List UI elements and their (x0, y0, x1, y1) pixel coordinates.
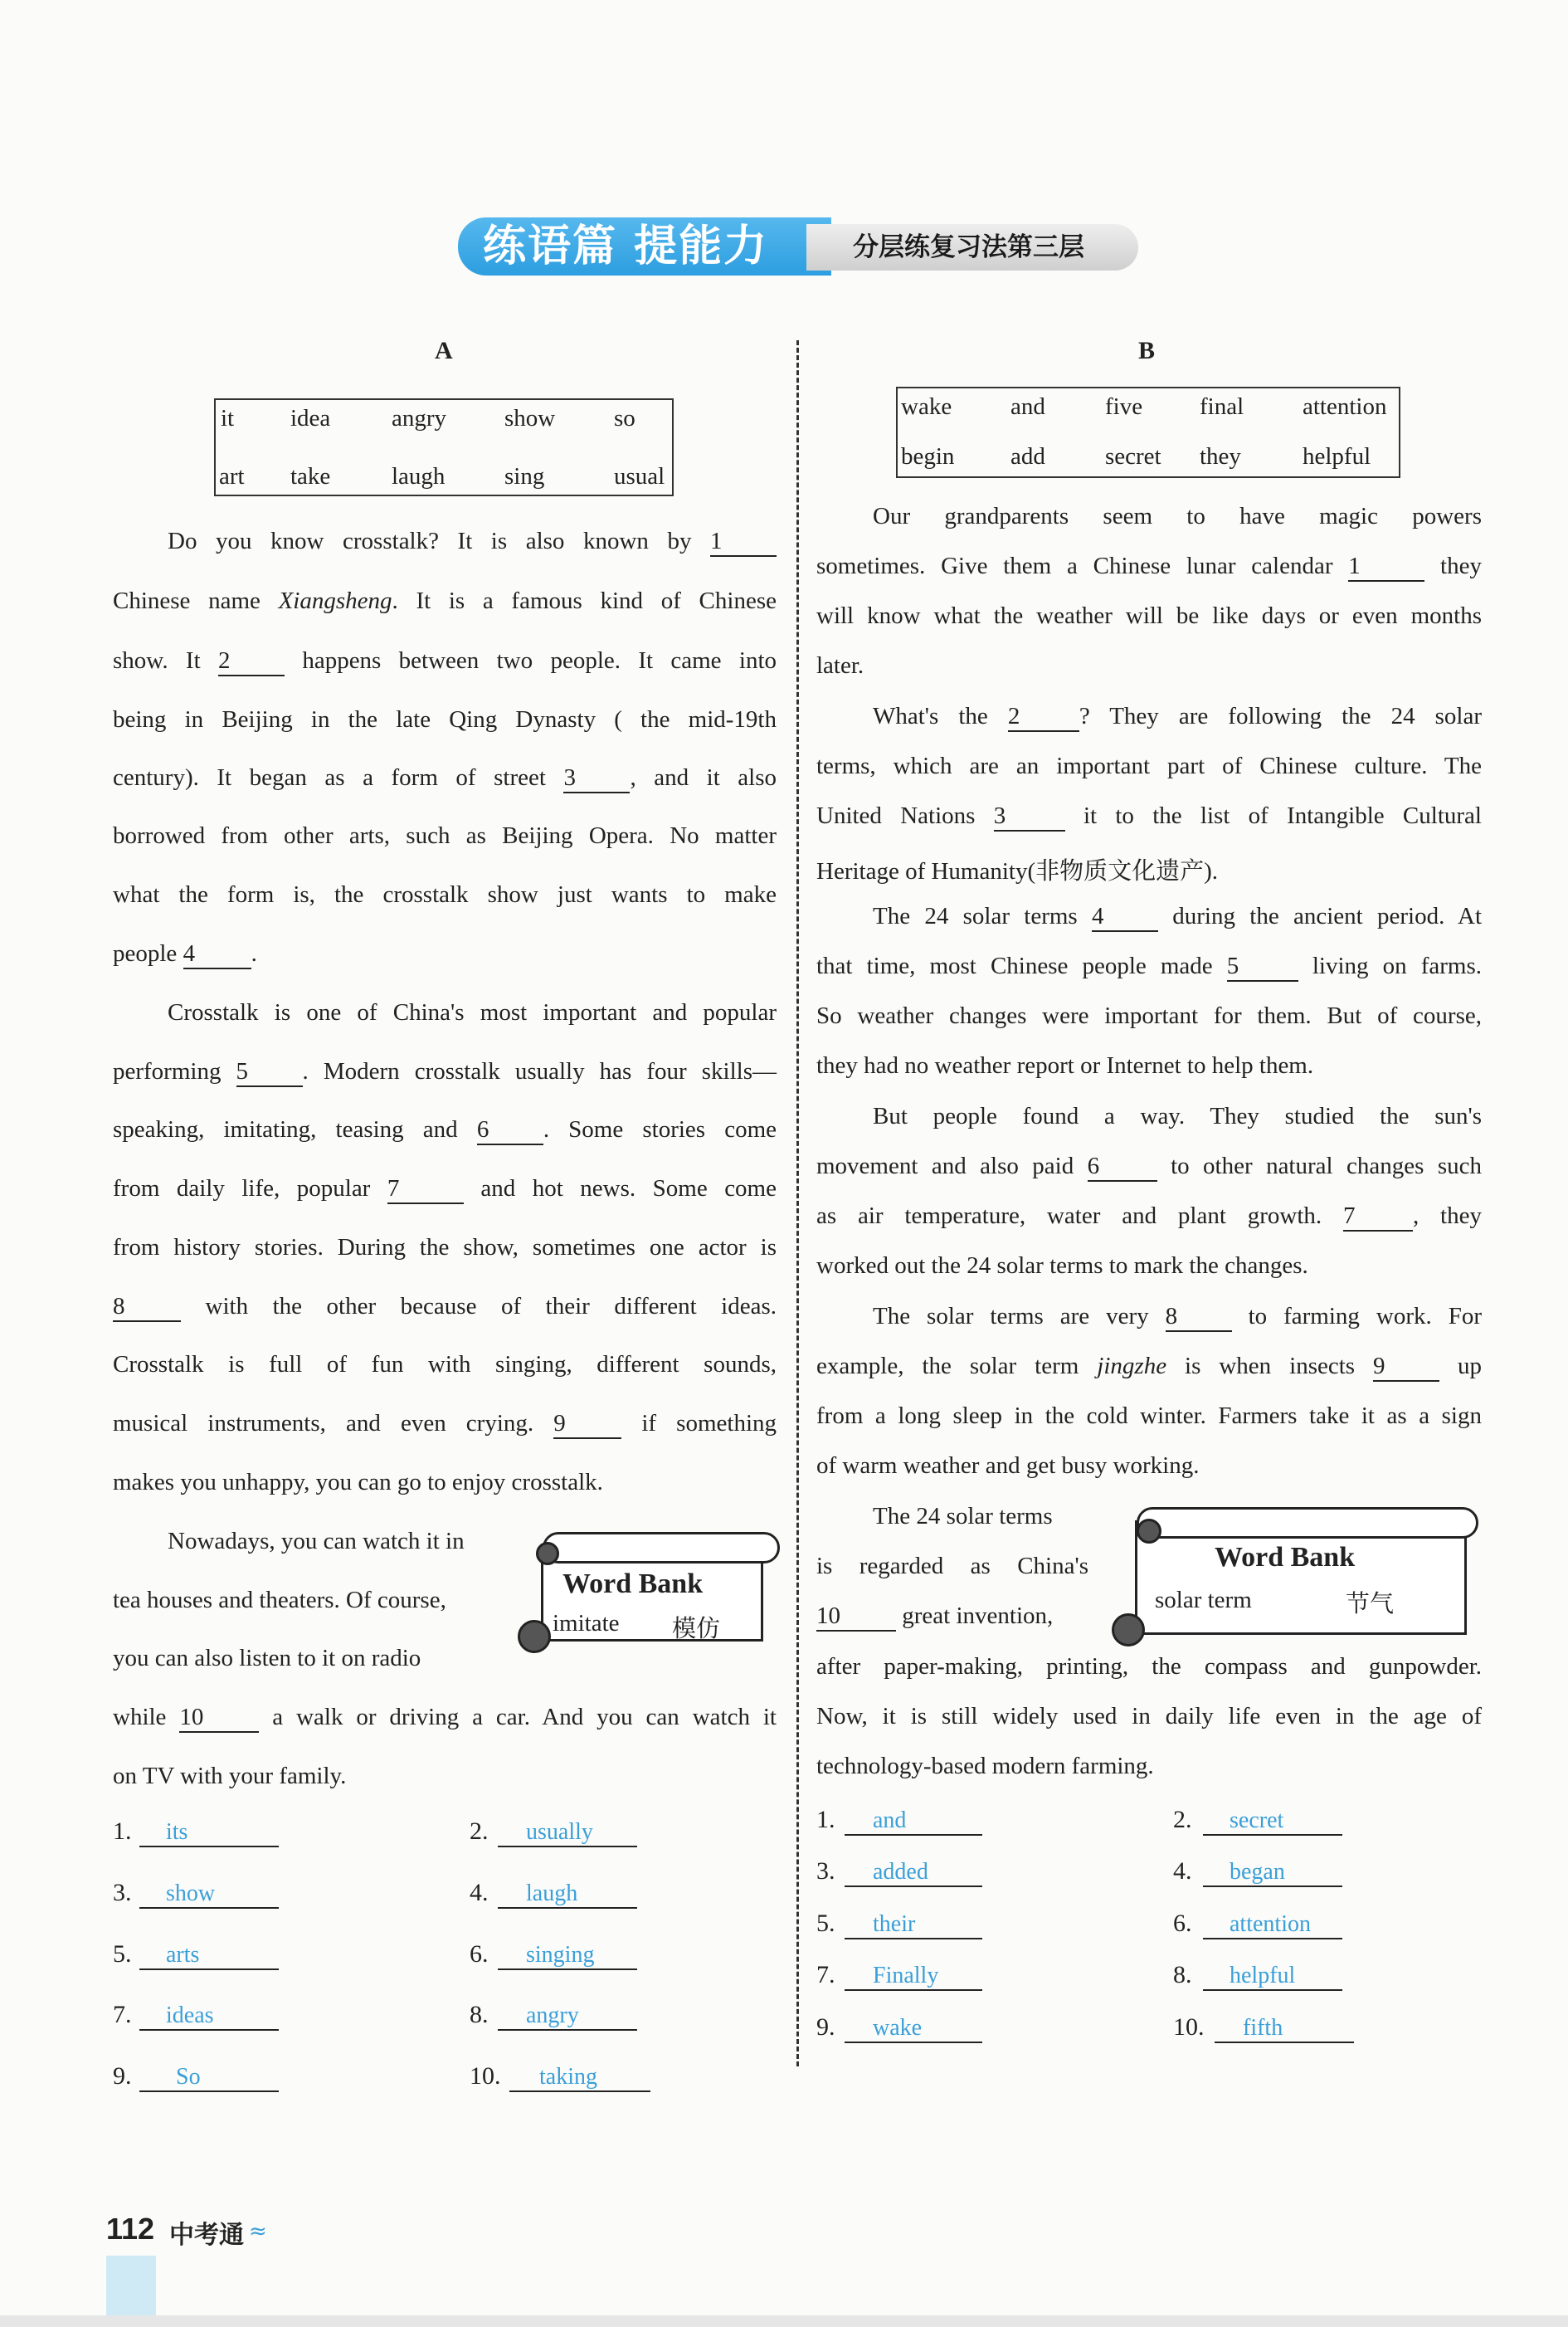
blank-6: 6 (477, 1118, 543, 1145)
word-box-item: usual (614, 463, 665, 490)
blank-3: 3 (563, 766, 630, 793)
passage-a-line: Nowadays, you can watch it in (168, 1528, 465, 1554)
answer-text: arts (166, 1942, 200, 1968)
passage-b-line: from a long sleep in the cold winter. Farmers take it as a sign (816, 1403, 1482, 1429)
blank-9: 9 (1373, 1354, 1439, 1382)
answer-text: So (176, 2064, 201, 2090)
passage-a-line: on TV with your family. (113, 1763, 347, 1789)
blank-4: 4 (183, 942, 251, 969)
passage-a-line: borrowed from other arts, such as Beijing Opera. No matter (113, 822, 777, 849)
bottom-strip (0, 2315, 1568, 2327)
answer-number: 6. (1173, 1910, 1192, 1937)
passage-a-line: people 4 . (113, 940, 777, 969)
answer-text: fifth (1243, 2015, 1283, 2041)
answer-text: and (873, 1807, 907, 1833)
passage-a-line: speaking, imitating, teasing and 6 . Some stories come (113, 1116, 777, 1145)
answer-text: attention (1230, 1911, 1311, 1937)
answer-number: 1. (113, 1817, 132, 1845)
passage-b-line: is regarded as China's (816, 1553, 1088, 1579)
scroll-curl-icon (1137, 1519, 1161, 1544)
word-box-item: five (1105, 393, 1143, 420)
answer-number: 10. (1173, 2013, 1205, 2041)
passage-a-line: musical instruments, and even crying. 9 if something (113, 1410, 777, 1439)
answer-number: 7. (113, 2001, 132, 2028)
passage-b-line: technology-based modern farming. (816, 1753, 1154, 1779)
passage-b-line: they had no weather report or Internet to help them. (816, 1052, 1314, 1079)
word-box-item: wake (901, 393, 952, 420)
word-box-item: it (221, 405, 235, 432)
word-box-item: angry (392, 405, 447, 432)
answer-number: 7. (816, 1961, 835, 1988)
passage-b-line: 10 great invention, (816, 1603, 1090, 1632)
answer-text: Finally (873, 1963, 939, 1988)
answer-number: 10. (470, 2062, 501, 2090)
word-box-item: sing (504, 463, 545, 490)
blank-10: 10 (816, 1604, 896, 1632)
word-box-item: secret (1105, 443, 1161, 470)
passage-b-line: later. (816, 652, 864, 679)
passage-b-line: What's the 2 ? They are following the 24 solar (873, 703, 1482, 732)
blank-1: 1 (1348, 554, 1424, 582)
blank-9: 9 (553, 1412, 621, 1439)
word-bank-title: Word Bank (1215, 1542, 1356, 1573)
passage-a-line: what the form is, the crosstalk show just wants to make (113, 881, 777, 908)
word-bank-meaning: 模仿 (672, 1614, 721, 1642)
passage-b-line: as air temperature, water and plant growth. 7 , they (816, 1203, 1482, 1232)
word-bank-word: imitate (553, 1610, 620, 1637)
word-box-item: so (614, 405, 635, 432)
passage-b-line: So weather changes were important for them. But of course, (816, 1003, 1482, 1029)
answer-number: 9. (113, 2062, 132, 2090)
answer-text: their (873, 1911, 916, 1937)
banner-title: 练语篇 提能力 (458, 217, 831, 276)
answer-number: 8. (470, 2001, 489, 2028)
passage-a-line: Crosstalk is one of China's most important and popular (168, 999, 777, 1026)
section-a-title: A (435, 337, 453, 364)
wave-icon: ≈ (249, 2219, 267, 2244)
passage-a-line: Chinese name Xiangsheng. It is a famous kind of Chinese (113, 588, 777, 614)
word-box-item: final (1200, 393, 1244, 420)
word-box-item: art (219, 463, 245, 490)
answer-text: taking (539, 2064, 597, 2090)
section-banner (458, 217, 1130, 276)
passage-b-line: Now, it is still widely used in daily life even in the age of (816, 1703, 1482, 1729)
word-box-item: add (1010, 443, 1045, 470)
blank-6: 6 (1088, 1154, 1157, 1182)
passage-b-line: terms, which are an important part of Chinese culture. The (816, 753, 1482, 779)
word-box-item: laugh (392, 463, 446, 490)
answer-number: 2. (1173, 1806, 1192, 1833)
answer-number: 5. (816, 1910, 835, 1937)
passage-b-line: Our grandparents seem to have magic powers (873, 503, 1482, 529)
answer-number: 2. (470, 1817, 489, 1845)
passage-a-line: being in Beijing in the late Qing Dynasty ( the mid-19th (113, 706, 777, 733)
word-bank-a (531, 1527, 780, 1651)
answer-text: singing (526, 1942, 595, 1968)
blank-8: 8 (113, 1295, 181, 1322)
blank-2: 2 (1008, 705, 1079, 732)
word-bank-b (1112, 1502, 1485, 1645)
word-bank-meaning: 节气 (1346, 1589, 1395, 1617)
passage-a-line: tea houses and theaters. Of course, (113, 1587, 446, 1613)
passage-b-line: The 24 solar terms 4 during the ancient period. At (873, 903, 1482, 932)
blank-3: 3 (994, 804, 1065, 832)
blank-5: 5 (1227, 954, 1298, 982)
passage-b-line: But people found a way. They studied the sun's (873, 1103, 1482, 1129)
answer-text: ideas (166, 2003, 214, 2028)
page-number: 112 (106, 2212, 155, 2246)
answer-number: 3. (113, 1879, 132, 1906)
blank-7: 7 (1343, 1204, 1413, 1232)
passage-b-line: Heritage of Humanity(非物质文化遗产). (816, 858, 1219, 885)
answer-number: 4. (470, 1879, 489, 1906)
passage-a-line: from daily life, popular 7 and hot news. Some come (113, 1175, 777, 1204)
passage-a-line: Do you know crosstalk? It is also known by 1 (168, 528, 777, 557)
passage-b-line: after paper-making, printing, the compass and gunpowder. (816, 1653, 1482, 1680)
passage-a-line: 8 with the other because of their different ideas. (113, 1293, 777, 1322)
passage-b-line: movement and also paid 6 to other natural changes such (816, 1153, 1482, 1182)
word-bank-title: Word Bank (562, 1568, 704, 1599)
word-box-item: helpful (1303, 443, 1371, 470)
answer-number: 3. (816, 1857, 835, 1885)
blank-5: 5 (236, 1060, 303, 1087)
passage-a-line: show. It 2 happens between two people. It came into (113, 647, 777, 676)
blank-1: 1 (710, 529, 777, 557)
answer-text: angry (526, 2003, 579, 2028)
word-box-item: attention (1303, 393, 1387, 420)
answer-number: 5. (113, 1940, 132, 1968)
answer-number: 4. (1173, 1857, 1192, 1885)
passage-a-line: you can also listen to it on radio (113, 1645, 421, 1671)
passage-b-line: will know what the weather will be like days or even months (816, 602, 1482, 629)
answer-number: 8. (1173, 1961, 1192, 1988)
answer-number: 9. (816, 2013, 835, 2041)
passage-a-line: Crosstalk is full of fun with singing, different sounds, (113, 1351, 777, 1378)
answer-number: 6. (470, 1940, 489, 1968)
section-b-word-box (896, 387, 1400, 478)
section-b-title: B (1138, 337, 1156, 364)
passage-b-line: sometimes. Give them a Chinese lunar calendar 1 they (816, 553, 1482, 582)
passage-b-line: United Nations 3 it to the list of Intangible Cultural (816, 802, 1482, 832)
passage-a-line: makes you unhappy, you can go to enjoy crosstalk. (113, 1469, 603, 1495)
passage-a-line: century). It began as a form of street 3 , and it also (113, 764, 777, 793)
passage-b-line: of warm weather and get busy working. (816, 1452, 1200, 1479)
blank-7: 7 (387, 1177, 464, 1204)
blank-8: 8 (1166, 1305, 1232, 1332)
word-box-item: begin (901, 443, 955, 470)
answer-text: began (1230, 1859, 1285, 1885)
word-bank-word: solar term (1155, 1587, 1252, 1613)
answer-number: 1. (816, 1806, 835, 1833)
scroll-curl-icon (1112, 1613, 1145, 1646)
section-a-word-box (214, 398, 674, 496)
passage-b-line: The 24 solar terms (873, 1503, 1053, 1529)
passage-a-line: performing 5 . Modern crosstalk usually has four skills— (113, 1058, 777, 1087)
passage-b-line: The solar terms are very 8 to farming work. For (873, 1303, 1482, 1332)
answer-text: usually (526, 1819, 593, 1845)
answer-text: wake (873, 2015, 923, 2041)
passage-a-line: from history stories. During the show, sometimes one actor is (113, 1234, 777, 1261)
column-divider (796, 340, 799, 2066)
passage-a-line: while 10 a walk or driving a car. And you can watch it (113, 1704, 777, 1733)
word-box-item: take (290, 463, 331, 490)
scroll-curl-icon (518, 1620, 551, 1653)
passage-b-line: worked out the 24 solar terms to mark the changes. (816, 1252, 1308, 1279)
word-box-item: they (1200, 443, 1241, 470)
passage-b-line: that time, most Chinese people made 5 living on farms. (816, 953, 1482, 982)
blank-10: 10 (179, 1705, 259, 1733)
brand-name: 中考通 (169, 2221, 244, 2250)
answer-text: secret (1230, 1807, 1284, 1833)
blank-4: 4 (1092, 905, 1158, 932)
answer-text: show (166, 1881, 216, 1906)
answer-text: helpful (1230, 1963, 1296, 1988)
word-box-item: show (504, 405, 556, 432)
answer-text: added (873, 1859, 928, 1885)
word-box-item: and (1010, 393, 1045, 420)
scroll-curl-icon (536, 1542, 559, 1565)
answer-text: laugh (526, 1881, 578, 1906)
answer-text: its (166, 1819, 188, 1845)
blank-2: 2 (218, 649, 285, 676)
word-box-item: idea (290, 405, 331, 432)
banner-subtitle: 分层练复习法第三层 (806, 224, 1138, 271)
passage-b-line: example, the solar term jingzhe is when insects 9 up (816, 1353, 1482, 1382)
